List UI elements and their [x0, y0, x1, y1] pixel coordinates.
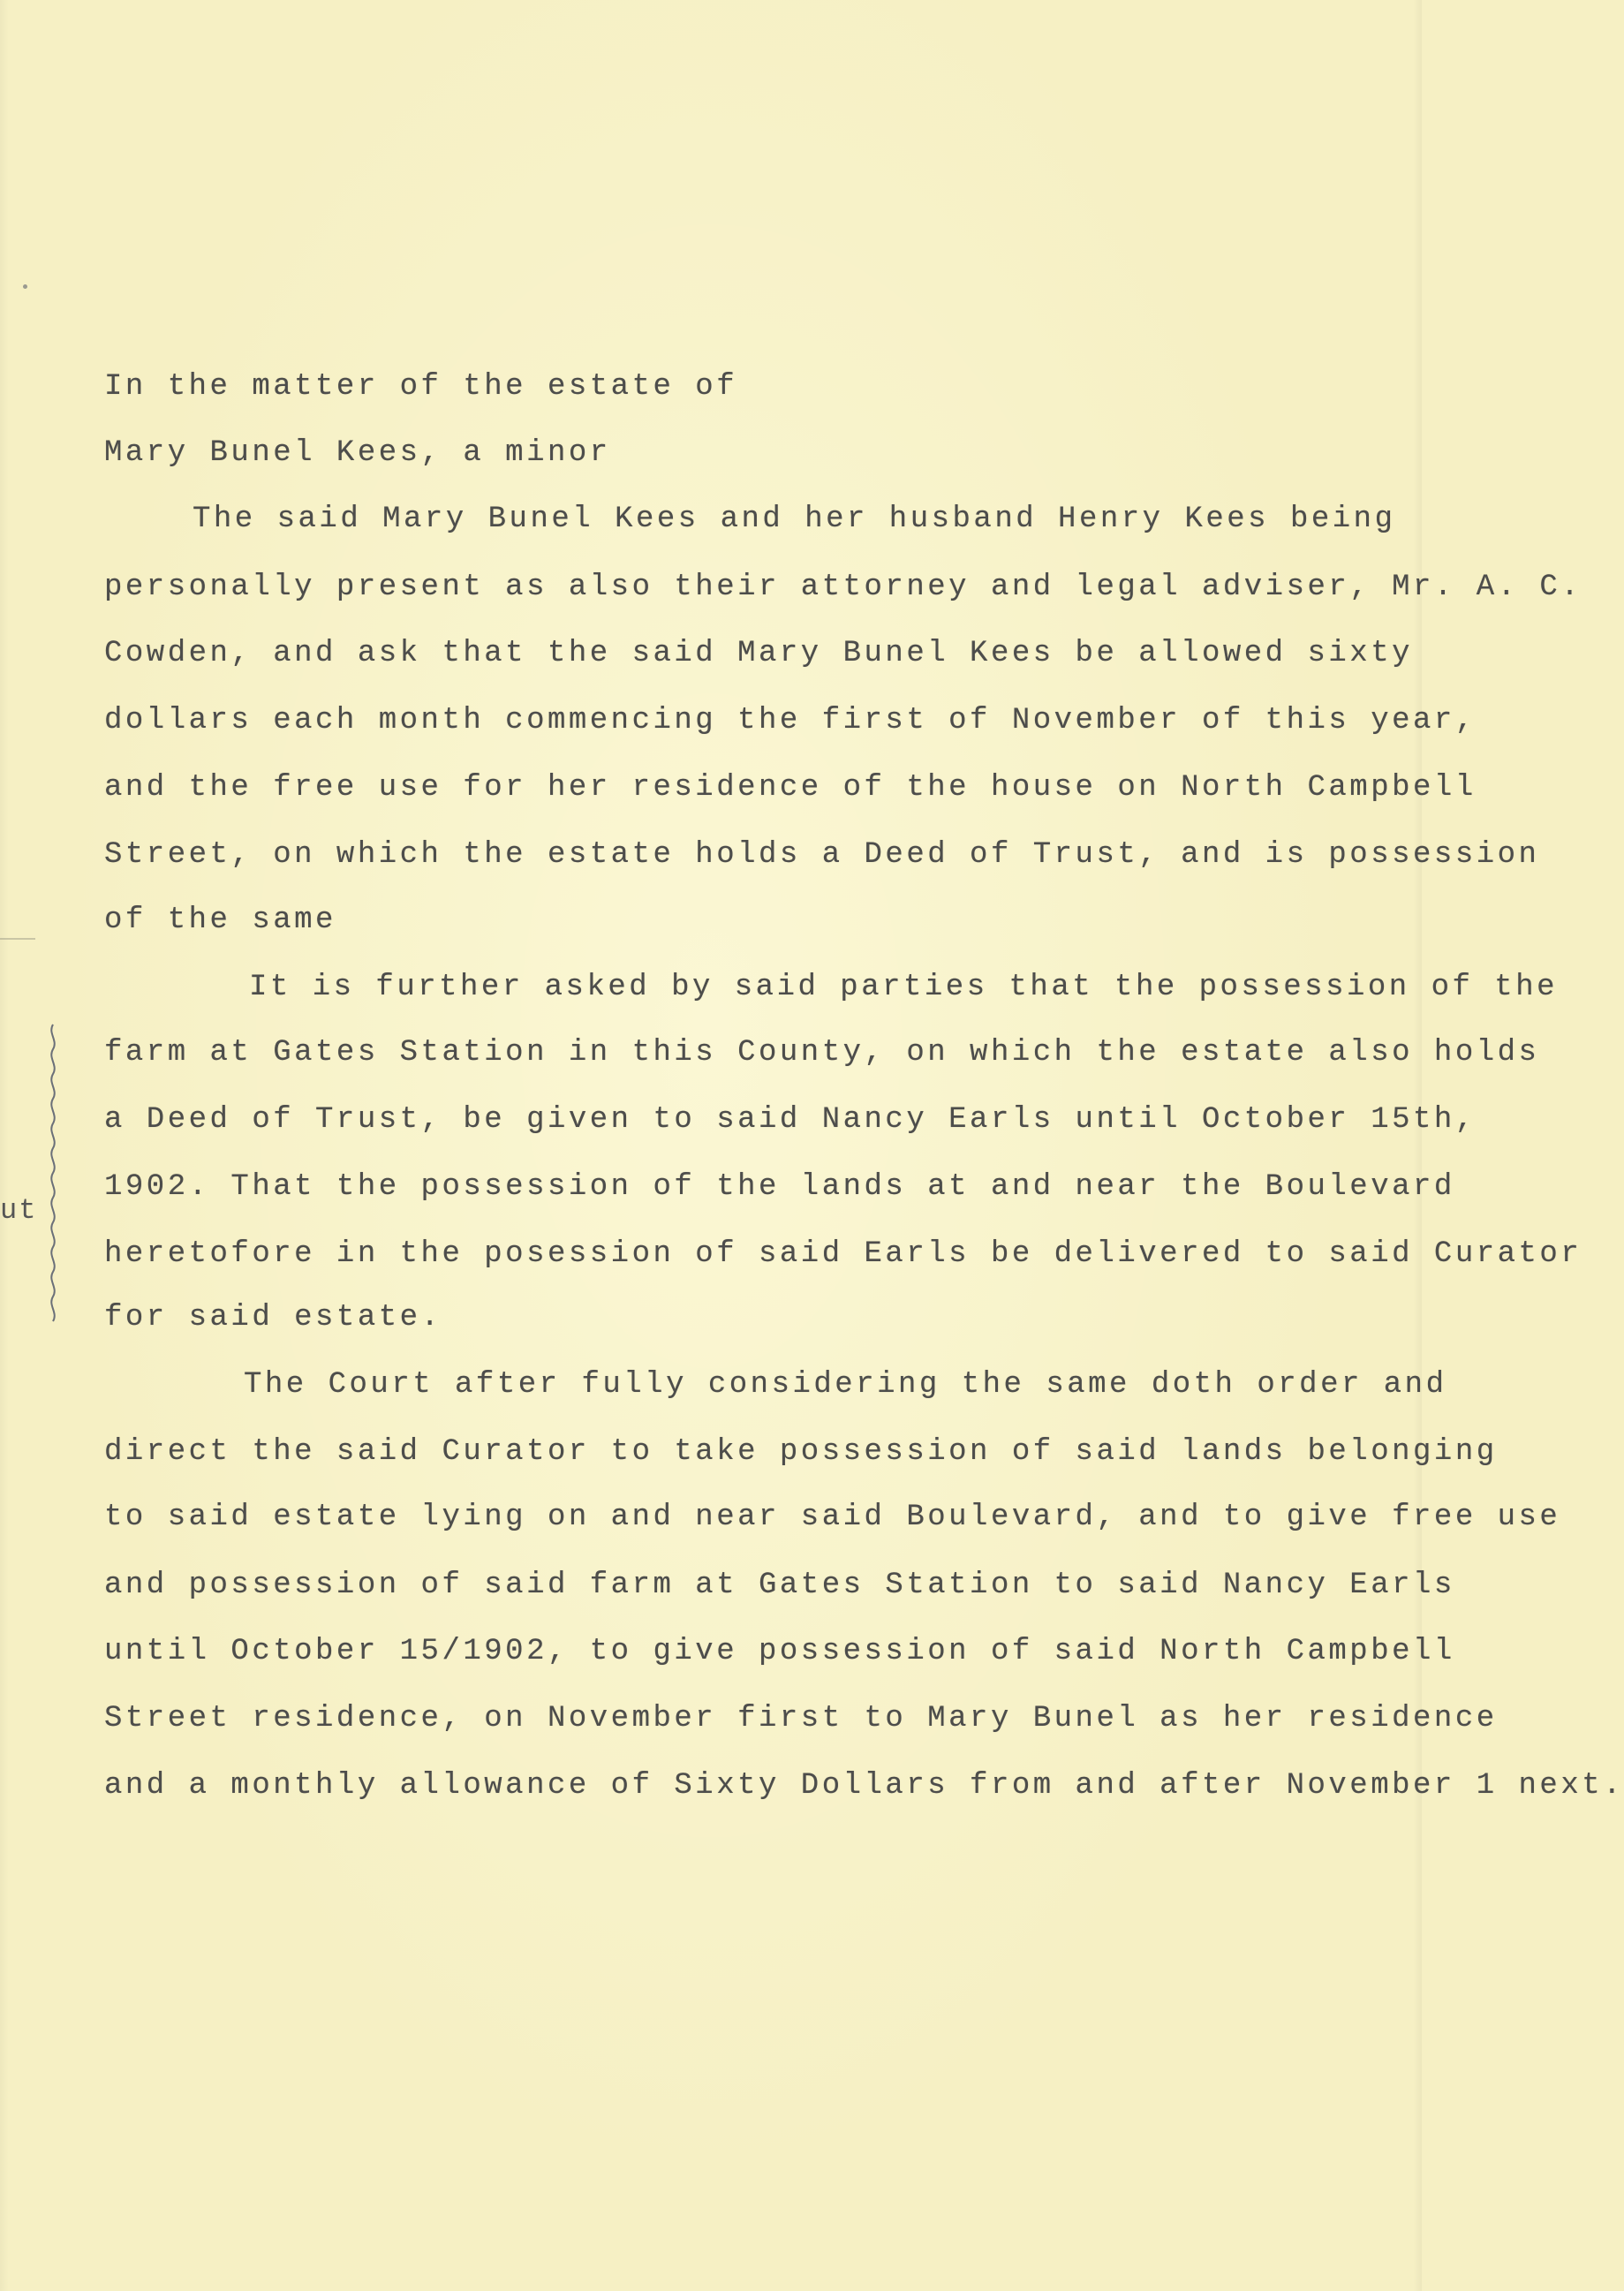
- body-line-13: for said estate.: [104, 1301, 442, 1335]
- heading-line-1: In the matter of the estate of: [104, 370, 738, 404]
- body-line-9: farm at Gates Station in this County, on which the estate also holds: [104, 1036, 1540, 1070]
- body-line-1: The said Mary Bunel Kees and her husband Henry Kees being: [193, 503, 1396, 536]
- body-line-3: Cowden, and ask that the said Mary Bunel Kees be allowed sixty: [104, 637, 1414, 670]
- body-line-14: The Court after fully considering the same doth order and: [244, 1368, 1447, 1402]
- body-line-7: of the same: [104, 904, 336, 937]
- body-line-2: personally present as also their attorney and legal adviser, Mr. A. C.: [104, 571, 1582, 604]
- body-line-20: and a monthly allowance of Sixty Dollars from and after November 1 next.: [104, 1769, 1624, 1803]
- body-line-11: 1902. That the possession of the lands at and near the Boulevard: [104, 1170, 1455, 1204]
- margin-note: ut: [0, 1194, 38, 1227]
- body-line-10: a Deed of Trust, be given to said Nancy Earls until October 15th,: [104, 1103, 1477, 1137]
- body-line-6: Street, on which the estate holds a Deed of Trust, and is possession: [104, 838, 1540, 872]
- body-line-12: heretofore in the posession of said Earls be delivered to said Curator: [104, 1237, 1582, 1271]
- body-line-18: until October 15/1902, to give possession of said North Campbell: [104, 1635, 1455, 1668]
- body-line-8: It is further asked by said parties that the possession of the: [249, 971, 1559, 1004]
- body-line-15: direct the said Curator to take possession of said lands belonging: [104, 1435, 1498, 1469]
- body-line-17: and possession of said farm at Gates Station to said Nancy Earls: [104, 1569, 1455, 1602]
- margin-bracket: [46, 1025, 64, 1325]
- body-line-4: dollars each month commencing the first of November of this year,: [104, 704, 1477, 737]
- body-line-5: and the free use for her residence of the house on North Campbell: [104, 771, 1477, 805]
- heading-line-2: Mary Bunel Kees, a minor: [104, 436, 611, 470]
- body-line-19: Street residence, on November first to Mary Bunel as her residence: [104, 1702, 1498, 1735]
- body-line-16: to said estate lying on and near said Boulevard, and to give free use: [104, 1501, 1561, 1534]
